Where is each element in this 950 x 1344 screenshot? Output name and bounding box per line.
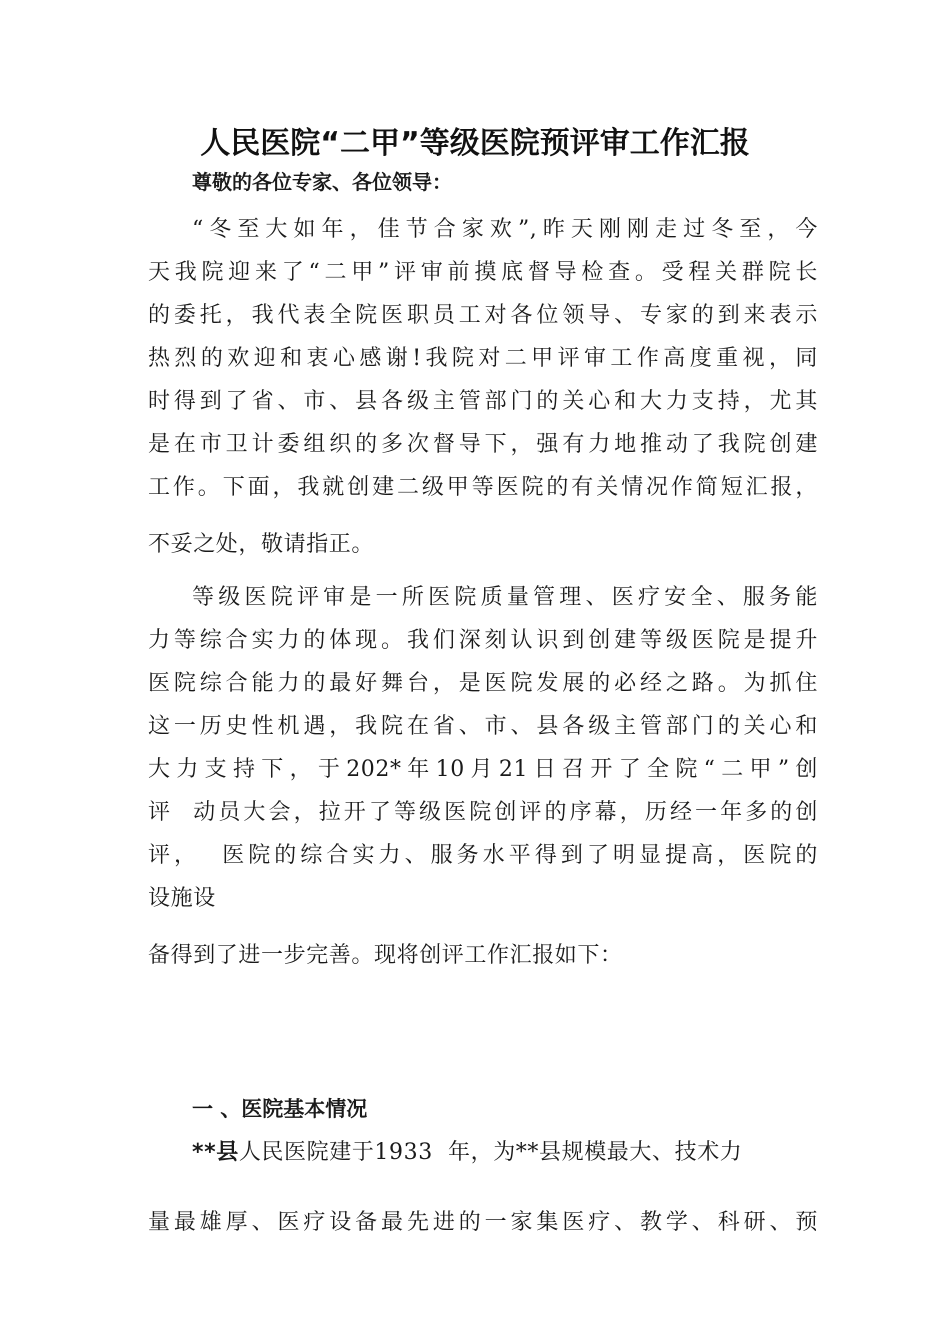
salutation: 尊敬的各位专家、各位领导：	[192, 170, 452, 194]
paragraph-text: 人民医院建于1933 年，为**县规模最大、技术力	[238, 1140, 743, 1165]
paragraph-line: 评， 医院的综合实力、服务水平得到了明显提高，医院的	[148, 843, 818, 868]
paragraph-line: 设施设	[148, 886, 216, 911]
paragraph-line: 医院综合能力的最好舞台，是医院发展的必经之路。为抓住	[148, 671, 818, 696]
paragraph-line: 等级医院评审是一所医院质量管理、医疗安全、服务能	[192, 585, 818, 610]
paragraph-line: 力等综合实力的体现。我们深刻认识到创建等级医院是提升	[148, 628, 818, 653]
paragraph-line: 这一历史性机遇，我院在省、市、县各级主管部门的关心和	[148, 714, 818, 739]
paragraph-line: 备得到了进一步完善。现将创评工作汇报如下：	[148, 943, 623, 968]
paragraph-line: 热烈的欢迎和衷心感谢!我院对二甲评审工作高度重视，同	[148, 346, 818, 371]
paragraph-line: 评 动员大会，拉开了等级医院创评的序幕，历经一年多的创	[148, 800, 818, 825]
document-title: 人民医院“二甲”等级医院预评审工作汇报	[200, 126, 750, 161]
paragraph-line: 大力支持下，于202*年10月21日召开了全院“二甲”创	[148, 757, 818, 782]
paragraph-line: 时得到了省、市、县各级主管部门的关心和大力支持，尤其	[148, 389, 818, 414]
paragraph-line: 的委托，我代表全院医职员工对各位领导、专家的到来表示	[148, 303, 818, 328]
paragraph-line: “冬至大如年，佳节合家欢”,昨天刚刚走过冬至，今	[192, 217, 818, 242]
paragraph-line	[192, 1138, 818, 1168]
paragraph-line: 工作。下面，我就创建二级甲等医院的有关情况作简短汇报，	[148, 475, 818, 500]
paragraph-line: 是在市卫计委组织的多次督导下，强有力地推动了我院创建	[148, 432, 818, 457]
paragraph-line: 不妥之处，敬请指正。	[148, 532, 375, 557]
paragraph-line: 天我院迎来了“二甲”评审前摸底督导检查。受程关群院长	[148, 260, 818, 285]
section-heading: 一 、医院基本情况	[192, 1097, 368, 1121]
paragraph-line: 量最雄厚、医疗设备最先进的一家集医疗、教学、科研、预	[148, 1210, 818, 1235]
county-name: **县	[192, 1140, 239, 1165]
